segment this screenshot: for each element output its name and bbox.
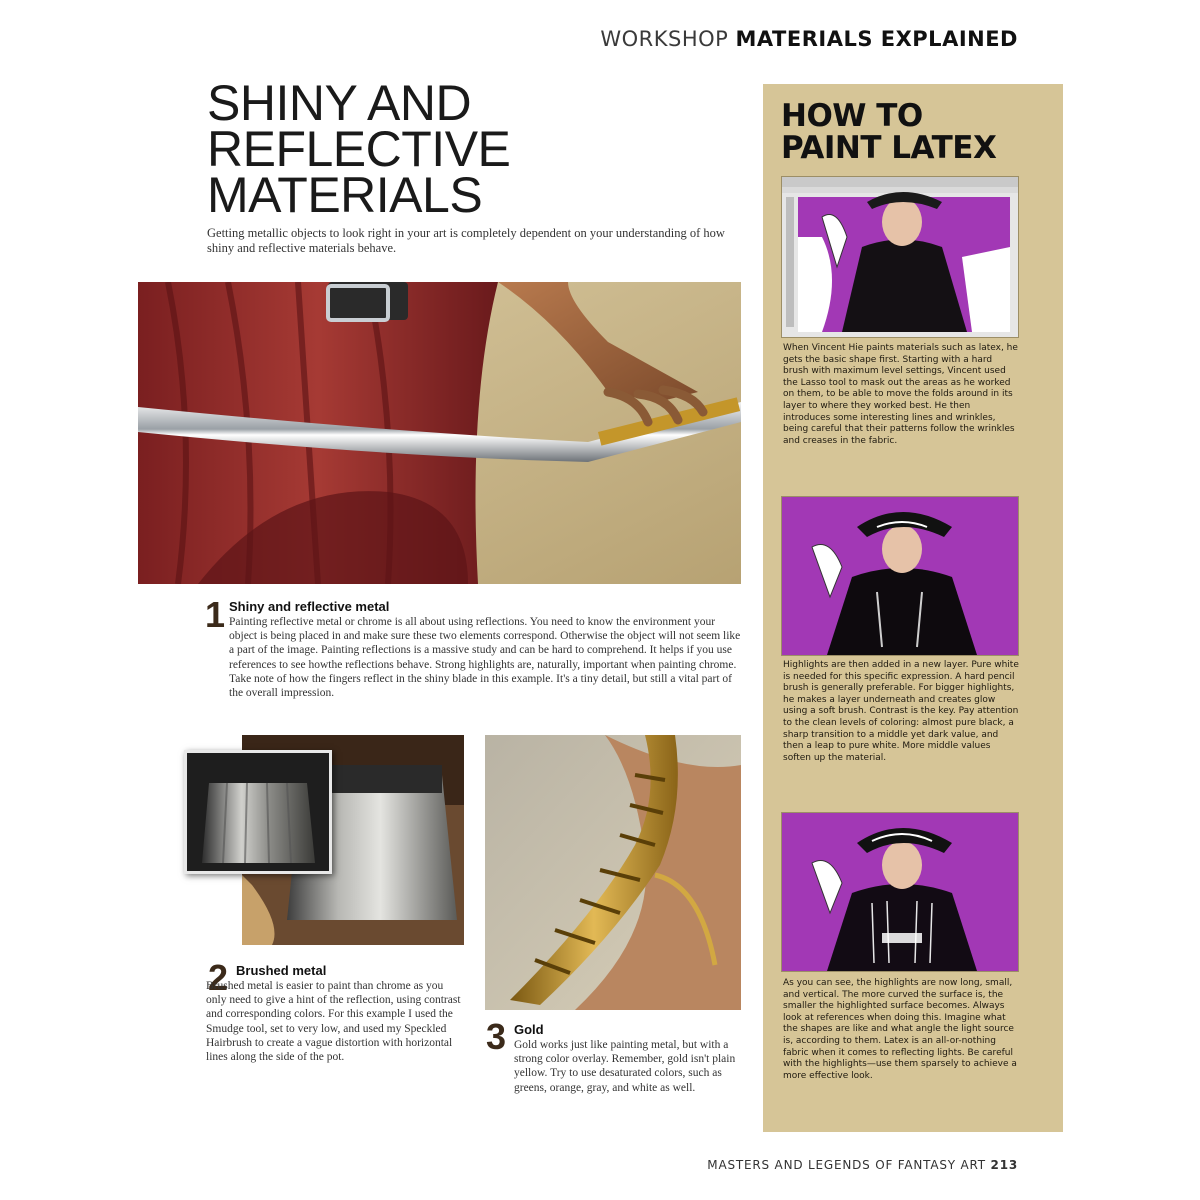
section-heading: Brushed metal (236, 963, 327, 978)
section-body: Brushed metal is easier to paint than chrome as you only need to give a hint of the reflection, using contrast and corresponding colors. For this example I used the Smudge tool, set to very low, and used my Speckled Hairbrush to create a vague distortion with horizontal lines along the side of the pot. (206, 980, 461, 1064)
gold-armor-image (485, 735, 741, 1010)
intro-paragraph: Getting metallic objects to look right in your art is completely dependent on your understanding of how shiny and reflective materials behave. (207, 226, 725, 255)
sidebar-step-text: Highlights are then added in a new layer. Pure white is needed for this specific expression. A hard pencil brush is generally preferable. For bigger highlights, he makes a layer underneath and creates glow using a soft brush. Contrast is the key. Pay attention to the clean levels of coloring: almost pure black, a sharp transition to a middle yet dark value, and then a leap to pure white. More middle values soften up the material. (783, 660, 1019, 763)
section-heading: Shiny and reflective metal (229, 599, 390, 614)
title-line: REFLECTIVE (207, 121, 511, 177)
sidebar-title-line: HOW TO (781, 98, 923, 134)
page-title (207, 75, 747, 223)
section-body: Gold works just like painting metal, but with a strong color overlay. Remember, gold isn't plain yellow. Try to use desaturated colors, such as greens, orange, gray, and white as well. (514, 1039, 736, 1094)
title-line: SHINY AND (207, 75, 472, 131)
section-body: Painting reflective metal or chrome is all about using reflections. You need to know the environment your object is being placed in and make sure these two elements correspond. Otherwise the object will not seem like a part of the image. Painting reflections is a massive study and can be hard to comprehend. It helps if you use references to see howthe reflections behave. Strong highlights are, naturally, important when painting chrome. Take note of how the fingers reflect in the shiny blade in this example. It's a tiny detail, but still a vital part of the overall impression. (229, 616, 741, 700)
sidebar-step-text: As you can see, the highlights are now long, small, and vertical. The more curved the surface is, the smaller the highlighted surface becomes. Always look at references when doing this. Imagine what the shapes are like and what angle the light source is, according to them. Latex is an all-or-nothing fabric when it comes to reflecting lights. Be careful with the highlights—use them sparsely to achieve a more effective look. (783, 978, 1017, 1081)
section-number: 3 (486, 1016, 507, 1057)
latex-step-2-image (781, 496, 1019, 656)
title-line: MATERIALS (207, 167, 483, 223)
running-header (520, 27, 1018, 51)
footer-book-title: MASTERS AND LEGENDS OF FANTASY ART (707, 1158, 986, 1172)
sidebar-step-text: When Vincent Hie paints materials such as latex, he gets the basic shape first. Starting with a hard brush with maximum level settings, Vincent used the Lasso tool to mask out the areas as he worked on them, to be able to move the folds around in its layer to where they worked best. He then introduces some interesting lines and wrinkles, being careful that their patterns follow the wrinkles and creases in the fabric. (783, 343, 1018, 446)
sword-hero-image (138, 282, 741, 584)
latex-step-3-image (781, 812, 1019, 972)
section-heading: Gold (514, 1022, 544, 1037)
latex-step-1-image (781, 176, 1019, 338)
header-section-title: MATERIALS EXPLAINED (735, 27, 1018, 51)
sidebar-title-line: PAINT LATEX (781, 130, 997, 166)
brushed-metal-detail-inset (184, 750, 332, 874)
page-footer (560, 1158, 1018, 1172)
section-number: 2 (208, 957, 229, 998)
section-number: 1 (205, 594, 226, 635)
header-section-label: WORKSHOP (600, 27, 729, 51)
page-number: 213 (990, 1158, 1018, 1172)
sidebar-title (781, 100, 1051, 164)
